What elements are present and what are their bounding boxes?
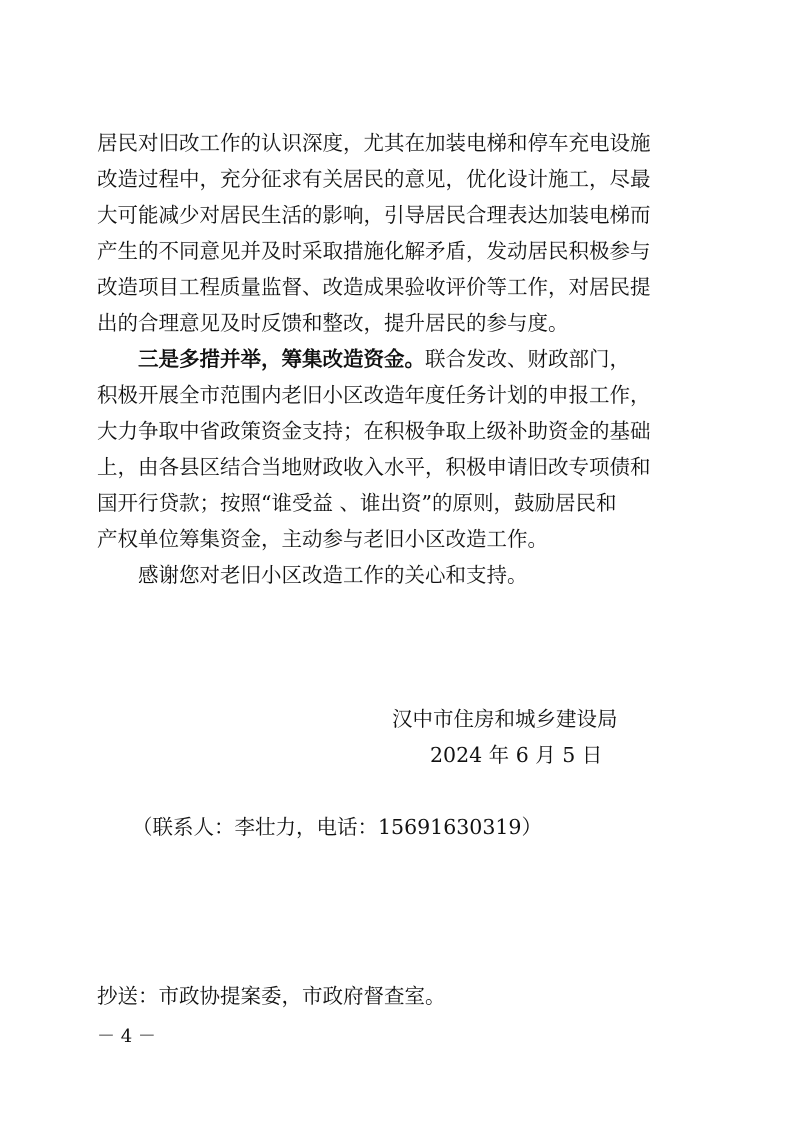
signature-date: 2024 年 6 月 5 日 xyxy=(430,743,603,767)
para1-line-5: 改造项目工程质量监督、改造成果验收评价等工作，对居民提 xyxy=(97,275,651,299)
contact-info: （联系人：李壮力，电话：15691630319） xyxy=(132,815,542,839)
para2-line-5: 国开行贷款；按照“谁受益 、谁出资”的原则，鼓励居民和 xyxy=(97,491,617,515)
page-number: － 4 － xyxy=(97,1026,156,1047)
para1-line-3: 大可能减少对居民生活的影响，引导居民合理表达加装电梯而 xyxy=(97,203,651,227)
para2-line-1-rest: 联合发改、财政部门， xyxy=(425,347,630,371)
para2-line-4: 上，由各县区结合当地财政收入水平，积极申请旧改专项债和 xyxy=(97,455,651,479)
signature-org: 汉中市住房和城乡建设局 xyxy=(392,707,618,731)
para2-line-2: 积极开展全市范围内老旧小区改造年度任务计划的申报工作， xyxy=(97,383,651,407)
para2-line-3: 大力争取中省政策资金支持；在积极争取上级补助资金的基础 xyxy=(97,419,651,443)
para1-line-6: 出的合理意见及时反馈和整改，提升居民的参与度。 xyxy=(97,311,569,335)
para1-line-2: 改造过程中，充分征求有关居民的意见，优化设计施工，尽最 xyxy=(97,167,651,191)
para2-heading: 三是多措并举，筹集改造资金。 xyxy=(138,347,425,371)
para2-line-6: 产权单位筹集资金，主动参与老旧小区改造工作。 xyxy=(97,527,548,551)
cc-line: 抄送：市政协提案委，市政府督查室。 xyxy=(97,984,446,1008)
para1-line-4: 产生的不同意见并及时采取措施化解矛盾，发动居民积极参与 xyxy=(97,239,651,263)
para1-line-1: 居民对旧改工作的认识深度，尤其在加装电梯和停车充电设施 xyxy=(97,131,651,155)
thanks-line: 感谢您对老旧小区改造工作的关心和支持。 xyxy=(138,563,528,587)
para2-line-1 xyxy=(138,344,698,374)
